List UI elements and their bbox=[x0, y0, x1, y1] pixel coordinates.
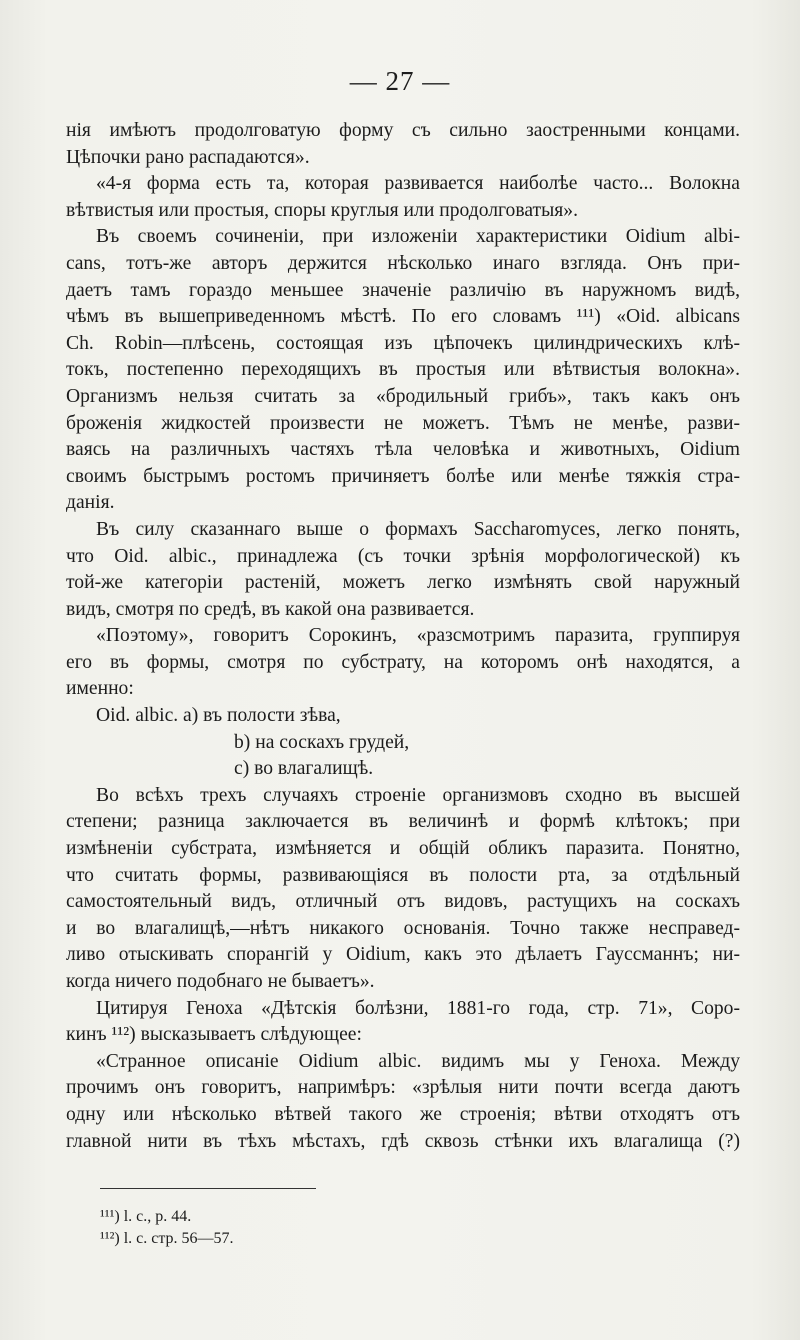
text-line: измѣненіи субстрата, измѣняется и общій обликъ паразита. Понятно, bbox=[66, 838, 740, 860]
text-line: самостоятельный видъ, отличный отъ видовъ, растущихъ на соскахъ bbox=[66, 891, 740, 913]
text-line: Цитируя Геноха «Дѣтскія болѣзни, 1881-го года, стр. 71», Соро- bbox=[96, 997, 740, 1019]
text-line: Цѣпочки рано распадаются». bbox=[66, 146, 310, 168]
text-line: токъ, постепенно переходящихъ въ простыя или вѣтвистыя волокна». bbox=[66, 359, 740, 381]
text-line: «4-я форма есть та, которая развивается наиболѣе часто... Волокна bbox=[96, 173, 740, 195]
text-line: прочимъ онъ говоритъ, напримѣръ: «зрѣлыя нити почти всегда даютъ bbox=[66, 1077, 740, 1099]
footnote: ¹¹²) l. c. стр. 56—57. bbox=[100, 1230, 234, 1247]
footnote: ¹¹¹) l. c., p. 44. bbox=[100, 1208, 192, 1225]
text-line: той-же категоріи растеній, можетъ легко измѣнять свой наружный bbox=[66, 572, 740, 594]
text-line: его въ формы, смотря по субстрату, на которомъ онѣ находятся, а bbox=[66, 651, 740, 673]
text-line: b) на соскахъ грудей, bbox=[234, 731, 410, 753]
text-line: Oid. albic. a) въ полости зѣва, bbox=[96, 705, 341, 727]
body-text bbox=[66, 118, 740, 1155]
text-line: cans, тотъ-же авторъ держится нѣсколько инаго взгляда. Онъ при- bbox=[66, 252, 740, 274]
text-line: «Поэтому», говоритъ Сорокинъ, «разсмотримъ паразита, группируя bbox=[96, 625, 740, 647]
text-line: даетъ тамъ гораздо меньшее значеніе различію въ наружномъ видѣ, bbox=[66, 279, 740, 301]
text-line: видъ, смотря по средѣ, въ какой она развивается. bbox=[66, 598, 475, 620]
text-line: ваясь на различныхъ частяхъ тѣла человѣка и животныхъ, Oidium bbox=[66, 439, 740, 461]
text-line: данія. bbox=[66, 492, 115, 514]
text-line: броженія жидкостей произвести не можетъ. Тѣмъ не менѣе, разви- bbox=[66, 412, 740, 434]
text-line: вѣтвистыя или простыя, споры круглыя или продолговатыя». bbox=[66, 199, 578, 221]
text-line: что считать формы, развивающіяся въ полости рта, за отдѣльный bbox=[66, 864, 740, 886]
text-line: степени; разница заключается въ величинѣ и формѣ клѣтокъ; при bbox=[66, 811, 740, 833]
footnotes bbox=[100, 1206, 234, 1250]
text-line: Организмъ нельзя считать за «бродильный грибъ», такъ какъ онъ bbox=[66, 385, 740, 407]
footnote-divider bbox=[100, 1188, 316, 1189]
text-line: одну или нѣсколько вѣтвей такого же строенія; вѣтви отходятъ отъ bbox=[66, 1103, 740, 1125]
text-line: именно: bbox=[66, 678, 134, 700]
text-line: «Странное описаніе Oidium albic. видимъ мы у Геноха. Между bbox=[96, 1050, 740, 1072]
text-line: Ch. Robin—плѣсень, состоящая изъ цѣпочекъ цилиндрическихъ клѣ- bbox=[66, 332, 740, 354]
text-line: Въ силу сказаннаго выше о формахъ Saccharomyces, легко понять, bbox=[96, 518, 740, 540]
text-line: кинъ ¹¹²) высказываетъ слѣдующее: bbox=[66, 1024, 362, 1046]
text-line: ливо отыскивать спорангій у Oidium, какъ это дѣлаетъ Гауссманнъ; ни- bbox=[66, 944, 740, 966]
text-line: что Oid. albic., принадлежа (съ точки зрѣнія морфологической) къ bbox=[66, 545, 740, 567]
text-line: Въ своемъ сочиненіи, при изложеніи характеристики Oidium albi- bbox=[96, 226, 740, 248]
text-line: главной нити въ тѣхъ мѣстахъ, гдѣ сквозь стѣнки ихъ влагалища (?) bbox=[66, 1130, 740, 1152]
text-line: и во влагалищѣ,—нѣтъ никакого основанія. Точно также несправед- bbox=[66, 917, 740, 939]
text-line: своимъ быстрымъ ростомъ причиняетъ болѣе или менѣе тяжкія стра- bbox=[66, 465, 740, 487]
text-line: нія имѣютъ продолговатую форму съ сильно заостренными концами. bbox=[66, 120, 740, 141]
text-line: c) во влагалищѣ. bbox=[234, 758, 374, 780]
text-line: когда ничего подобнаго не бываетъ». bbox=[66, 971, 375, 992]
text-line: Во всѣхъ трехъ случаяхъ строеніе организмовъ сходно въ высшей bbox=[96, 784, 740, 806]
page-number: — 27 — bbox=[349, 66, 451, 96]
text-line: чѣмъ въ вышеприведенномъ мѣстѣ. По его словамъ ¹¹¹) «Oid. albicans bbox=[66, 306, 740, 328]
